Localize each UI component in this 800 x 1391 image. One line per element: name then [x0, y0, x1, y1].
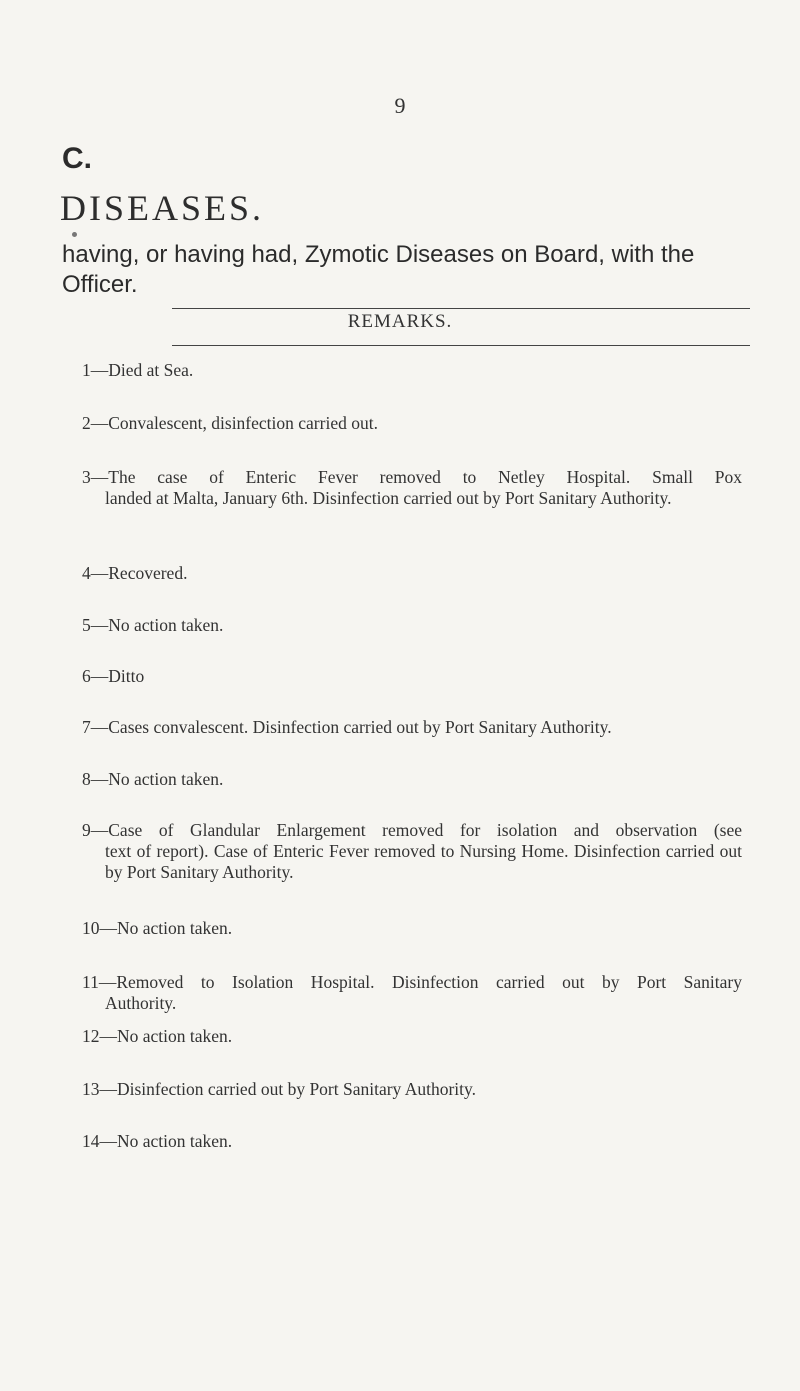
remark-text: 14—No action taken. — [82, 1131, 233, 1151]
remark-item-continuation — [82, 841, 742, 883]
rule-top — [172, 308, 750, 309]
decorative-dot — [72, 232, 77, 237]
remark-text: 2—Convalescent, disinfection carried out. — [82, 413, 378, 433]
page-number: 9 — [394, 93, 406, 118]
remark-text: 10—No action taken. — [82, 918, 233, 938]
remark-item — [82, 413, 742, 434]
remark-continuation-text: Authority. — [105, 993, 177, 1013]
remark-text: 11—Removed to Isolation Hospital. Disinfection carried out by Port Sanitary — [82, 972, 742, 992]
remark-item — [82, 666, 742, 687]
remark-item — [82, 972, 742, 993]
remark-item-continuation — [82, 993, 742, 1014]
remark-item — [82, 360, 742, 381]
remark-item — [82, 717, 742, 738]
remark-item — [82, 1026, 742, 1047]
remark-item — [82, 769, 742, 790]
remark-continuation-text: text of report). Case of Enteric Fever removed to Nursing Home. Disinfection carried out by Port Sanitary Authority. — [105, 841, 742, 882]
remark-text: 5—No action taken. — [82, 615, 224, 635]
remark-item-continuation — [82, 488, 742, 509]
section-title: DISEASES. — [60, 188, 265, 228]
remark-text: 1—Died at Sea. — [82, 360, 194, 380]
remark-text: 12—No action taken. — [82, 1026, 233, 1046]
remark-item — [82, 1079, 742, 1100]
remark-item — [82, 918, 742, 939]
remark-item — [82, 563, 742, 584]
remark-text: 9—Case of Glandular Enlargement removed for isolation and observation (see — [82, 820, 742, 840]
remark-text: 8—No action taken. — [82, 769, 224, 789]
remark-text: 13—Disinfection carried out by Port Sanitary Authority. — [82, 1079, 477, 1099]
rule-bottom — [172, 345, 750, 346]
section-subtitle: having, or having had, Zymotic Diseases on Board, with the Officer. — [62, 241, 695, 298]
remark-text: 4—Recovered. — [82, 563, 188, 583]
section-letter: C. — [62, 142, 92, 175]
remark-item — [82, 615, 742, 636]
remarks-heading: REMARKS. — [347, 311, 453, 332]
remark-item — [82, 820, 742, 841]
remark-text: 7—Cases convalescent. Disinfection carried out by Port Sanitary Authority. — [82, 717, 612, 737]
remark-text: 6—Ditto — [82, 666, 145, 686]
remark-continuation-text: landed at Malta, January 6th. Disinfection carried out by Port Sanitary Authority. — [105, 488, 672, 508]
remark-text: 3—The case of Enteric Fever removed to Netley Hospital. Small Pox — [82, 467, 742, 487]
remark-item — [82, 467, 742, 488]
remark-item — [82, 1131, 742, 1152]
